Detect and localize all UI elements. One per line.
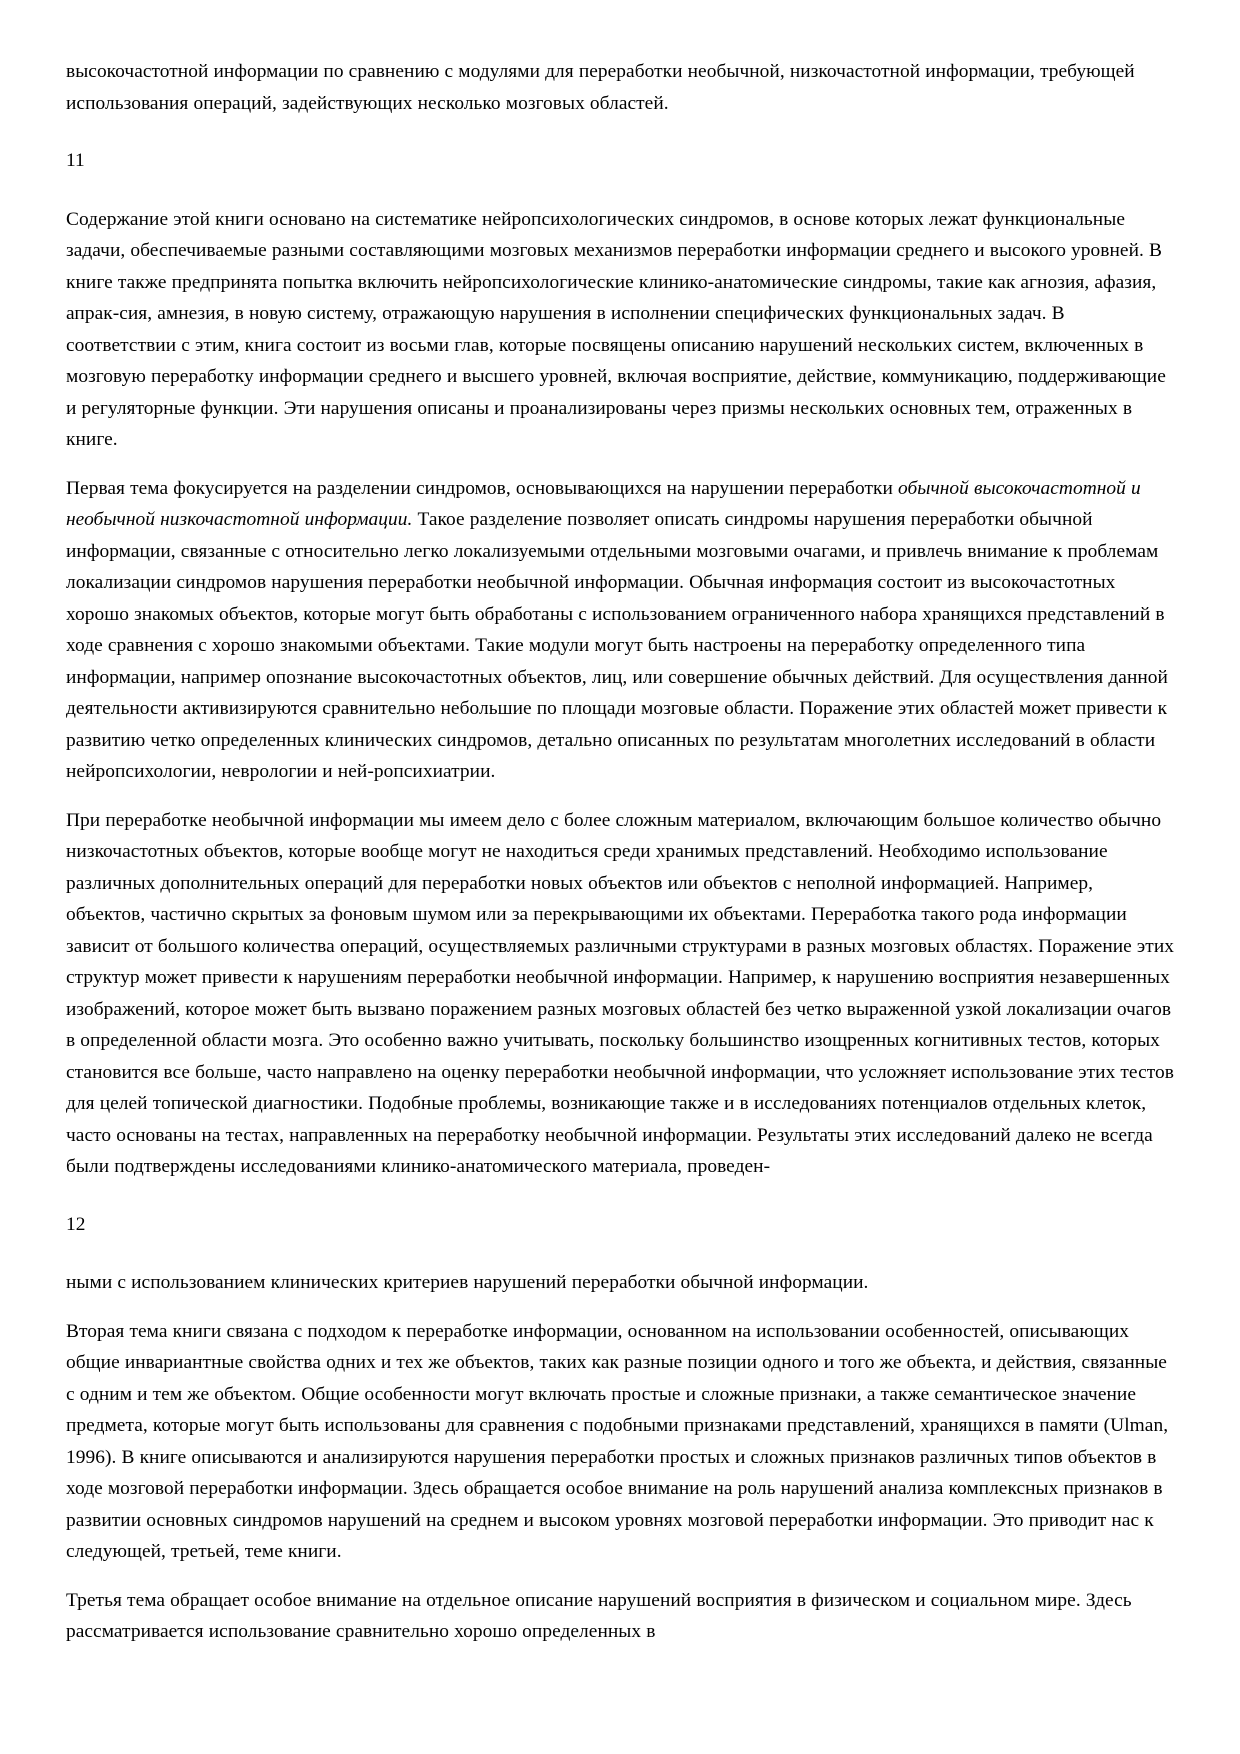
paragraph-6: Третья тема обращает особое внимание на отдельное описание нарушений восприятия в физическом и социальном мире. Здесь рассматривается использование сравнительно хорошо определенных в — [66, 1589, 1132, 1642]
text-column — [66, 56, 1176, 1648]
page-number-12: 12 — [66, 1213, 86, 1235]
paragraph-3: При переработке необычной информации мы имеем дело с более сложным материалом, включающим большое количество обычно низкочастотных объектов, которые вообще могут не находиться среди хранимых представлений. Необходимо использование различных дополнительных операций для переработки новых объектов или объектов с неполной информацией. Например, объектов, частично скрытых за фоновым шумом или за перекрывающими их объектами. Переработка такого рода информации зависит от большого количества операций, осуществляемых различными структурами в разных мозговых областях. Поражение этих структур может привести к нарушениям переработки необычной информации. Например, к нарушению восприятия незавершенных изображений, которое может быть вызвано поражением разных мозговых областей без четко выраженной узкой локализации очагов в определенной области мозга. Это особенно важно учитывать, поскольку большинство изощренных когнитивных тестов, которых становится все больше, часто направлено на оценку переработки необычной информации, что усложняет использование этих тестов для целей топической диагностики. Подобные проблемы, возникающие также и в исследованиях потенциалов отдельных клеток, часто основаны на тестах, направленных на переработку необычной информации. Результаты этих исследований далеко не всегда были подтверждены исследованиями клинико-анатомического материала, проведен- — [66, 809, 1175, 1177]
paragraph-5: Вторая тема книги связана с подходом к переработке информации, основанном на использовании особенностей, описывающих общие инвариантные свойства одних и тех же объектов, таких как разные позиции одного и того же объекта, и действия, связанные с одним и тем же объектом. Общие особенности могут включать простые и сложные признаки, а также семантическое значение предмета, которые могут быть использованы для сравнения с подобными признаками представлений, хранящихся в памяти (Ulman, 1996). В книге описываются и анализируются нарушения переработки простых и сложных признаков различных типов объектов в ходе мозговой переработки информации. Здесь обращается особое внимание на роль нарушений анализа комплексных признаков в развитии основных синдромов нарушений на среднем и высоком уровнях мозговой переработки информации. Это приводит нас к следующей, третьей, теме книги. — [66, 1320, 1169, 1562]
paragraph-1: Содержание этой книги основано на систематике нейропсихологических синдромов, в основе которых лежат функциональные задачи, обеспечиваемые разными составляющими мозговых механизмов переработки информации среднего и высокого уровней. В книге также предпринята попытка включить нейропсихологические клинико-анатомические синдромы, такие как агнозия, афазия, апрак-сия, амнезия, в новую систему, отражающую нарушения в исполнении специфических функциональных задач. В соответствии с этим, книга состоит из восьми глав, которые посвящены описанию нарушений нескольких систем, включенных в мозговую переработку информации среднего и высшего уровней, включая восприятие, действие, коммуникацию, поддерживающие и регуляторные функции. Эти нарушения описаны и проанализированы через призмы нескольких основных тем, отраженных в книге. — [66, 208, 1166, 450]
paragraph-2-trailing-text: Такое разделение позволяет описать синдромы нарушения переработки обычной информации, связанные с относительно легко локализуемыми отдельными мозговыми очагами, и привлечь внимание к проблемам локализации синдромов нарушения переработки необычной информации. Обычная информация состоит из высокочастотных хорошо знакомых объектов, которые могут быть обработаны с использованием ограниченного набора хранящихся представлений в ходе сравнения с хорошо знакомыми объектами. Такие модули могут быть настроены на переработку определенного типа информации, например опознание высокочастотных объектов, лиц, или совершение обычных действий. Для осуществления данной деятельности активизируются сравнительно небольшие по площади мозговые области. Поражение этих областей может привести к развитию четко определенных клинических синдромов, детально описанных по результатам многолетних исследований в области нейропсихологии, неврологии и ней-ропсихиатрии. — [66, 509, 1168, 782]
paragraph-2 — [66, 473, 1176, 788]
paragraph-2-italic-emphasis: обычной высокочастотной и необычной низкочастотной информации. — [66, 477, 1141, 530]
paragraph-4: ными с использованием клинических критериев нарушений переработки обычной информации. — [66, 1272, 869, 1293]
continued-paragraph: высокочастотной информации по сравнению с модулями для переработки необычной, низкочастотной информации, требующей использования операций, задействующих несколько мозговых областей. — [66, 61, 1135, 114]
page-number-11: 11 — [66, 150, 85, 171]
paragraph-2-lead-text: Первая тема фокусируется на разделении синдромов, основывающихся на нарушении переработки — [66, 477, 898, 499]
